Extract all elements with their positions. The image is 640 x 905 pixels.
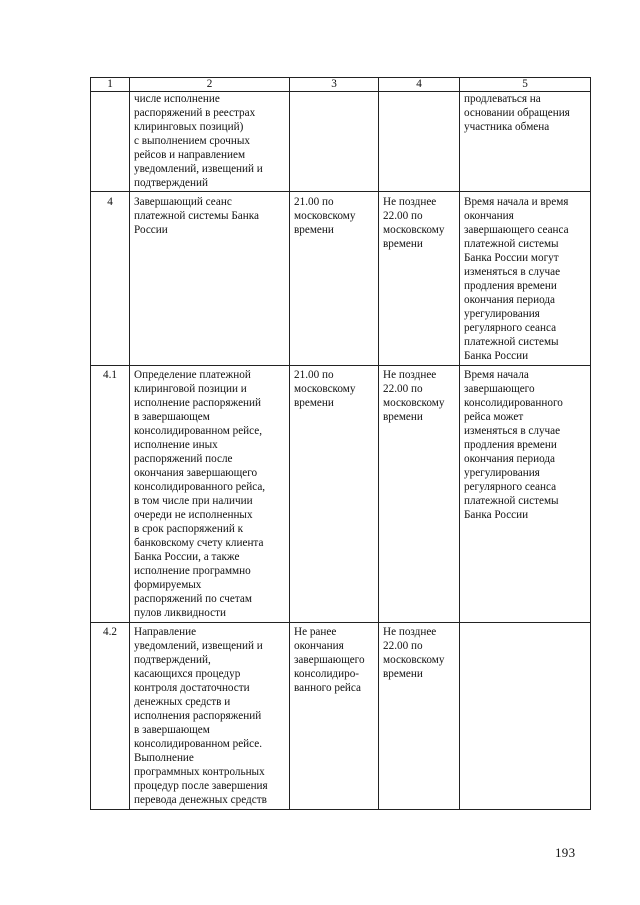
header-cell: 5 bbox=[460, 78, 591, 92]
note-cell: продлеваться на основании обращения участника обмена bbox=[460, 92, 591, 192]
row-number-cell: 4.2 bbox=[91, 623, 130, 810]
table-header-row bbox=[91, 78, 591, 92]
table-row bbox=[91, 366, 591, 623]
header-cell: 2 bbox=[130, 78, 290, 92]
note-cell: Время начала завершающего консолидированного рейса может изменяться в случае продления времени окончания периода урегулирования регулярного сеанса платежной системы Банка России bbox=[460, 366, 591, 623]
header-cell: 4 bbox=[379, 78, 460, 92]
description-cell: Направление уведомлений, извещений и подтверждений, касающихся процедур контроля достаточности денежных средств и исполнения распоряжений в завершающем консолидированном рейсе. Выполнение программных контрольных процедур после завершения перевода денежных средств bbox=[130, 623, 290, 810]
table-row bbox=[91, 92, 591, 192]
start-time-cell: Не ранее окончания завершающего консолидиро- ванного рейса bbox=[290, 623, 379, 810]
header-cell: 1 bbox=[91, 78, 130, 92]
end-time-cell: Не позднее 22.00 по московскому времени bbox=[379, 366, 460, 623]
start-time-cell bbox=[290, 92, 379, 192]
table-row bbox=[91, 623, 591, 810]
end-time-cell: Не позднее 22.00 по московскому времени bbox=[379, 192, 460, 366]
page-number: 193 bbox=[555, 845, 576, 860]
end-time-cell: Не позднее 22.00 по московскому времени bbox=[379, 623, 460, 810]
description-cell: числе исполнение распоряжений в реестрах клиринговых позиций) с выполнением срочных рейсов и направлением уведомлений, извещений и подтверждений bbox=[130, 92, 290, 192]
header-cell: 3 bbox=[290, 78, 379, 92]
description-cell: Определение платежной клиринговой позиции и исполнение распоряжений в завершающем консолидированном рейсе, исполнение иных распоряжений после окончания завершающего консолидированного рейса, в том числе при наличии очереди не исполненных в срок распоряжений к банковскому счету клиента Банка России, а также исполнение программно формируемых распоряжений по счетам пулов ликвидности bbox=[130, 366, 290, 623]
start-time-cell: 21.00 по московскому времени bbox=[290, 192, 379, 366]
start-time-cell: 21.00 по московскому времени bbox=[290, 366, 379, 623]
row-number-cell bbox=[91, 92, 130, 192]
schedule-table bbox=[90, 77, 591, 810]
row-number-cell: 4 bbox=[91, 192, 130, 366]
end-time-cell bbox=[379, 92, 460, 192]
note-cell: Время начала и время окончания завершающего сеанса платежной системы Банка России могут изменяться в случае продления времени окончания периода урегулирования регулярного сеанса платежной системы Банка России bbox=[460, 192, 591, 366]
table-row bbox=[91, 192, 591, 366]
row-number-cell: 4.1 bbox=[91, 366, 130, 623]
note-cell bbox=[460, 623, 591, 810]
description-cell: Завершающий сеанс платежной системы Банка России bbox=[130, 192, 290, 366]
